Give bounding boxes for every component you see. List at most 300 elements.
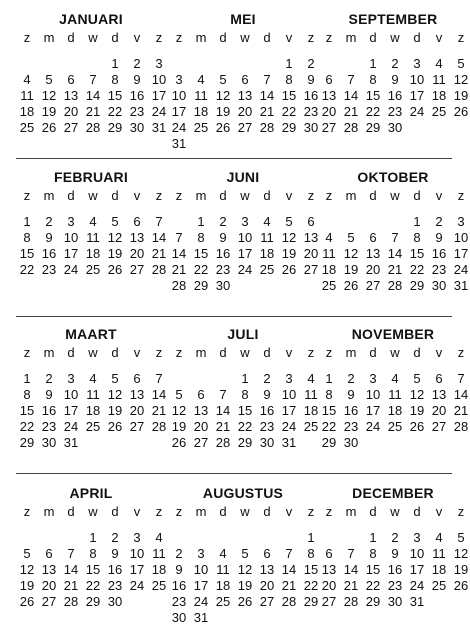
day-number: 14 [85,88,101,103]
day-number: 25 [215,594,231,609]
day-number: 5 [45,72,53,87]
day-number: 30 [387,120,403,135]
weekday-label: d [67,345,75,360]
day-number: 16 [387,562,403,577]
day-number: 11 [86,230,100,245]
weekday-label: v [133,30,141,45]
day-number: 10 [63,230,79,245]
day-number: 29 [365,594,381,609]
month-name: JUNI [226,169,260,185]
day-number: 21 [343,578,359,593]
day-number: 12 [215,88,231,103]
day-number: 4 [263,214,271,229]
day-number: 3 [67,371,75,386]
day-number: 29 [19,435,35,450]
day-number: 31 [453,278,469,293]
weekday-label: d [263,30,271,45]
day-number: 13 [431,387,447,402]
day-number: 21 [259,104,275,119]
weekday-label: v [285,345,293,360]
day-number: 15 [409,246,425,261]
day-number: 19 [343,262,359,277]
day-number: 24 [63,262,79,277]
day-number: 18 [259,246,275,261]
day-number: 4 [435,56,443,71]
day-number: 20 [321,104,337,119]
day-number: 12 [409,387,425,402]
day-number: 11 [86,387,100,402]
day-number: 1 [325,371,333,386]
day-number: 24 [453,262,469,277]
day-number: 3 [413,56,421,71]
day-number: 6 [435,371,443,386]
day-number: 11 [194,88,208,103]
day-number: 19 [19,578,35,593]
day-number: 22 [281,104,297,119]
day-number: 1 [369,56,377,71]
weekday-label: v [133,188,141,203]
month-name: MAART [65,326,117,342]
month-name: JULI [227,326,259,342]
day-number: 5 [219,72,227,87]
day-number: 18 [85,246,101,261]
day-number: 15 [321,403,337,418]
weekday-label: w [240,188,250,203]
day-number: 7 [347,72,355,87]
day-number: 6 [325,72,333,87]
day-number: 23 [129,104,145,119]
day-number: 8 [369,546,377,561]
day-number: 31 [409,594,425,609]
day-number: 7 [263,72,271,87]
weekday-label: d [413,504,421,519]
day-number: 18 [193,104,209,119]
day-number: 24 [365,419,381,434]
day-number: 14 [171,246,187,261]
day-number: 9 [111,546,119,561]
day-number: 14 [215,403,231,418]
weekday-label: z [457,504,465,519]
day-number: 19 [107,403,123,418]
day-number: 26 [41,120,57,135]
day-number: 26 [409,419,425,434]
weekday-label: d [219,188,227,203]
day-number: 26 [171,435,187,450]
day-number: 3 [67,214,75,229]
day-number: 25 [387,419,403,434]
day-number: 29 [107,120,123,135]
day-number: 1 [111,56,119,71]
day-number: 12 [171,403,187,418]
day-number: 6 [197,387,205,402]
day-number: 12 [41,88,57,103]
day-number: 2 [307,56,315,71]
day-number: 9 [219,230,227,245]
row-divider [16,158,452,159]
day-number: 3 [369,371,377,386]
weekday-label: z [175,345,183,360]
day-number: 23 [41,419,57,434]
day-number: 5 [23,546,31,561]
day-number: 6 [369,230,377,245]
weekday-label: w [88,504,98,519]
day-number: 28 [343,120,359,135]
day-number: 28 [151,419,167,434]
day-number: 2 [263,371,271,386]
day-number: 8 [197,230,205,245]
weekday-label: v [285,504,293,519]
day-number: 29 [365,120,381,135]
weekday-label: v [435,504,443,519]
day-number: 30 [41,435,57,450]
day-number: 17 [409,562,425,577]
day-number: 23 [171,594,187,609]
day-number: 20 [63,104,79,119]
day-number: 5 [111,371,119,386]
day-number: 11 [304,387,318,402]
day-number: 15 [85,562,101,577]
weekday-label: d [219,345,227,360]
day-number: 3 [457,214,465,229]
day-number: 18 [321,262,337,277]
day-number: 28 [215,435,231,450]
day-number: 9 [391,546,399,561]
day-number: 9 [263,387,271,402]
weekday-label: d [369,188,377,203]
day-number: 10 [365,387,381,402]
month-block [16,10,166,155]
day-number: 22 [321,419,337,434]
day-number: 5 [413,371,421,386]
day-number: 6 [307,214,315,229]
day-number: 20 [431,403,447,418]
weekday-label: w [240,504,250,519]
day-number: 16 [303,88,319,103]
day-number: 25 [19,120,35,135]
day-number: 10 [171,88,187,103]
day-number: 13 [41,562,57,577]
day-number: 12 [343,246,359,261]
day-number: 28 [343,594,359,609]
day-number: 11 [152,546,166,561]
weekday-label: d [111,188,119,203]
day-number: 1 [89,530,97,545]
day-number: 6 [133,214,141,229]
day-number: 13 [129,387,145,402]
day-number: 11 [322,246,336,261]
day-number: 20 [321,578,337,593]
day-number: 29 [193,278,209,293]
day-number: 31 [193,610,209,625]
day-number: 17 [63,246,79,261]
day-number: 13 [365,246,381,261]
day-number: 29 [281,120,297,135]
day-number: 1 [23,371,31,386]
day-number: 7 [175,230,183,245]
day-number: 18 [19,104,35,119]
weekday-label: z [325,30,333,45]
day-number: 16 [129,88,145,103]
day-number: 6 [133,371,141,386]
day-number: 26 [215,120,231,135]
day-number: 12 [453,72,469,87]
day-number: 16 [431,246,447,261]
day-number: 14 [281,562,297,577]
month-block [318,10,468,155]
day-number: 10 [129,546,145,561]
weekday-label: d [413,188,421,203]
day-number: 7 [457,371,465,386]
day-number: 22 [365,104,381,119]
day-number: 21 [171,262,187,277]
weekday-label: z [175,188,183,203]
day-number: 4 [391,371,399,386]
day-number: 16 [259,403,275,418]
day-number: 2 [391,530,399,545]
day-number: 27 [129,262,145,277]
month-name: SEPTEMBER [348,11,438,27]
day-number: 10 [193,562,209,577]
weekday-label: z [325,504,333,519]
day-number: 14 [453,387,469,402]
day-number: 3 [133,530,141,545]
day-number: 5 [175,387,183,402]
day-number: 26 [107,419,123,434]
day-number: 4 [325,230,333,245]
weekday-label: m [195,188,207,203]
day-number: 24 [171,120,187,135]
day-number: 4 [197,72,205,87]
day-number: 4 [307,371,315,386]
day-number: 20 [237,104,253,119]
day-number: 18 [387,403,403,418]
day-number: 16 [387,88,403,103]
day-number: 15 [193,246,209,261]
day-number: 14 [63,562,79,577]
month-name: NOVEMBER [351,326,435,342]
day-number: 13 [129,230,145,245]
day-number: 25 [431,578,447,593]
day-number: 22 [85,578,101,593]
day-number: 13 [321,562,337,577]
day-number: 29 [303,594,319,609]
day-number: 3 [241,214,249,229]
day-number: 15 [281,88,297,103]
day-number: 9 [45,387,53,402]
weekday-label: v [435,188,443,203]
day-number: 8 [89,546,97,561]
day-number: 25 [85,262,101,277]
day-number: 2 [347,371,355,386]
day-number: 22 [193,262,209,277]
weekday-label: v [435,30,443,45]
day-number: 22 [19,419,35,434]
day-number: 7 [155,371,163,386]
day-number: 27 [259,594,275,609]
day-number: 18 [85,403,101,418]
day-number: 17 [151,88,167,103]
month-block [318,325,468,470]
day-number: 21 [387,262,403,277]
month-block [16,484,166,629]
weekday-label: m [345,188,357,203]
row-divider [16,316,452,317]
weekday-label: z [155,188,163,203]
weekday-label: d [263,345,271,360]
day-number: 24 [237,262,253,277]
day-number: 21 [151,403,167,418]
day-number: 2 [435,214,443,229]
weekday-label: d [111,30,119,45]
day-number: 28 [171,278,187,293]
day-number: 11 [20,88,34,103]
day-number: 16 [171,578,187,593]
day-number: 30 [129,120,145,135]
day-number: 1 [285,56,293,71]
weekday-label: z [325,188,333,203]
day-number: 24 [63,419,79,434]
day-number: 2 [45,214,53,229]
day-number: 12 [237,562,253,577]
day-number: 6 [325,546,333,561]
day-number: 7 [219,387,227,402]
day-number: 21 [281,578,297,593]
day-number: 1 [369,530,377,545]
day-number: 28 [151,262,167,277]
day-number: 27 [321,120,337,135]
weekday-label: z [307,345,315,360]
day-number: 14 [151,230,167,245]
weekday-label: z [175,30,183,45]
day-number: 18 [303,403,319,418]
weekday-label: z [457,30,465,45]
day-number: 6 [241,72,249,87]
day-number: 22 [303,578,319,593]
day-number: 5 [457,56,465,71]
day-number: 31 [171,136,187,151]
day-number: 20 [193,419,209,434]
day-number: 23 [259,419,275,434]
weekday-label: z [23,30,31,45]
weekday-label: m [195,504,207,519]
weekday-label: z [175,504,183,519]
day-number: 24 [151,104,167,119]
day-number: 8 [413,230,421,245]
weekday-label: d [111,345,119,360]
day-number: 21 [85,104,101,119]
day-number: 18 [151,562,167,577]
weekday-label: d [67,30,75,45]
day-number: 10 [409,72,425,87]
day-number: 15 [365,88,381,103]
day-number: 11 [216,562,230,577]
weekday-label: d [369,30,377,45]
day-number: 10 [281,387,297,402]
day-number: 30 [107,594,123,609]
day-number: 2 [45,371,53,386]
weekday-label: z [457,345,465,360]
month-block [168,325,318,470]
day-number: 27 [63,120,79,135]
day-number: 24 [129,578,145,593]
weekday-label: m [345,30,357,45]
weekday-label: z [155,345,163,360]
day-number: 12 [107,230,123,245]
day-number: 10 [409,546,425,561]
day-number: 10 [453,230,469,245]
day-number: 10 [63,387,79,402]
day-number: 30 [343,435,359,450]
day-number: 26 [237,594,253,609]
day-number: 27 [237,120,253,135]
day-number: 29 [409,278,425,293]
day-number: 1 [413,214,421,229]
day-number: 28 [281,594,297,609]
day-number: 5 [111,214,119,229]
day-number: 27 [129,419,145,434]
day-number: 19 [107,246,123,261]
month-block [168,168,318,313]
day-number: 23 [215,262,231,277]
day-number: 14 [151,387,167,402]
day-number: 28 [85,120,101,135]
day-number: 17 [129,562,145,577]
day-number: 30 [387,594,403,609]
day-number: 28 [259,120,275,135]
weekday-label: m [345,504,357,519]
day-number: 28 [63,594,79,609]
day-number: 27 [41,594,57,609]
month-block [16,168,166,313]
day-number: 23 [41,262,57,277]
day-number: 5 [241,546,249,561]
weekday-label: w [88,30,98,45]
day-number: 31 [151,120,167,135]
day-number: 13 [321,88,337,103]
day-number: 8 [23,230,31,245]
day-number: 11 [388,387,402,402]
day-number: 7 [347,546,355,561]
day-number: 3 [413,530,421,545]
day-number: 1 [307,530,315,545]
day-number: 19 [237,578,253,593]
day-number: 5 [285,214,293,229]
day-number: 25 [85,419,101,434]
day-number: 27 [193,435,209,450]
day-number: 15 [19,403,35,418]
day-number: 17 [453,246,469,261]
day-number: 15 [107,88,123,103]
day-number: 17 [409,88,425,103]
weekday-label: d [219,30,227,45]
day-number: 17 [365,403,381,418]
weekday-label: d [369,504,377,519]
day-number: 27 [365,278,381,293]
weekday-label: m [43,504,55,519]
day-number: 4 [89,371,97,386]
day-number: 23 [387,104,403,119]
day-number: 2 [219,214,227,229]
day-number: 2 [175,546,183,561]
day-number: 8 [23,387,31,402]
day-number: 23 [303,104,319,119]
day-number: 15 [303,562,319,577]
day-number: 21 [151,246,167,261]
day-number: 7 [391,230,399,245]
day-number: 20 [129,246,145,261]
weekday-label: v [435,345,443,360]
day-number: 4 [155,530,163,545]
